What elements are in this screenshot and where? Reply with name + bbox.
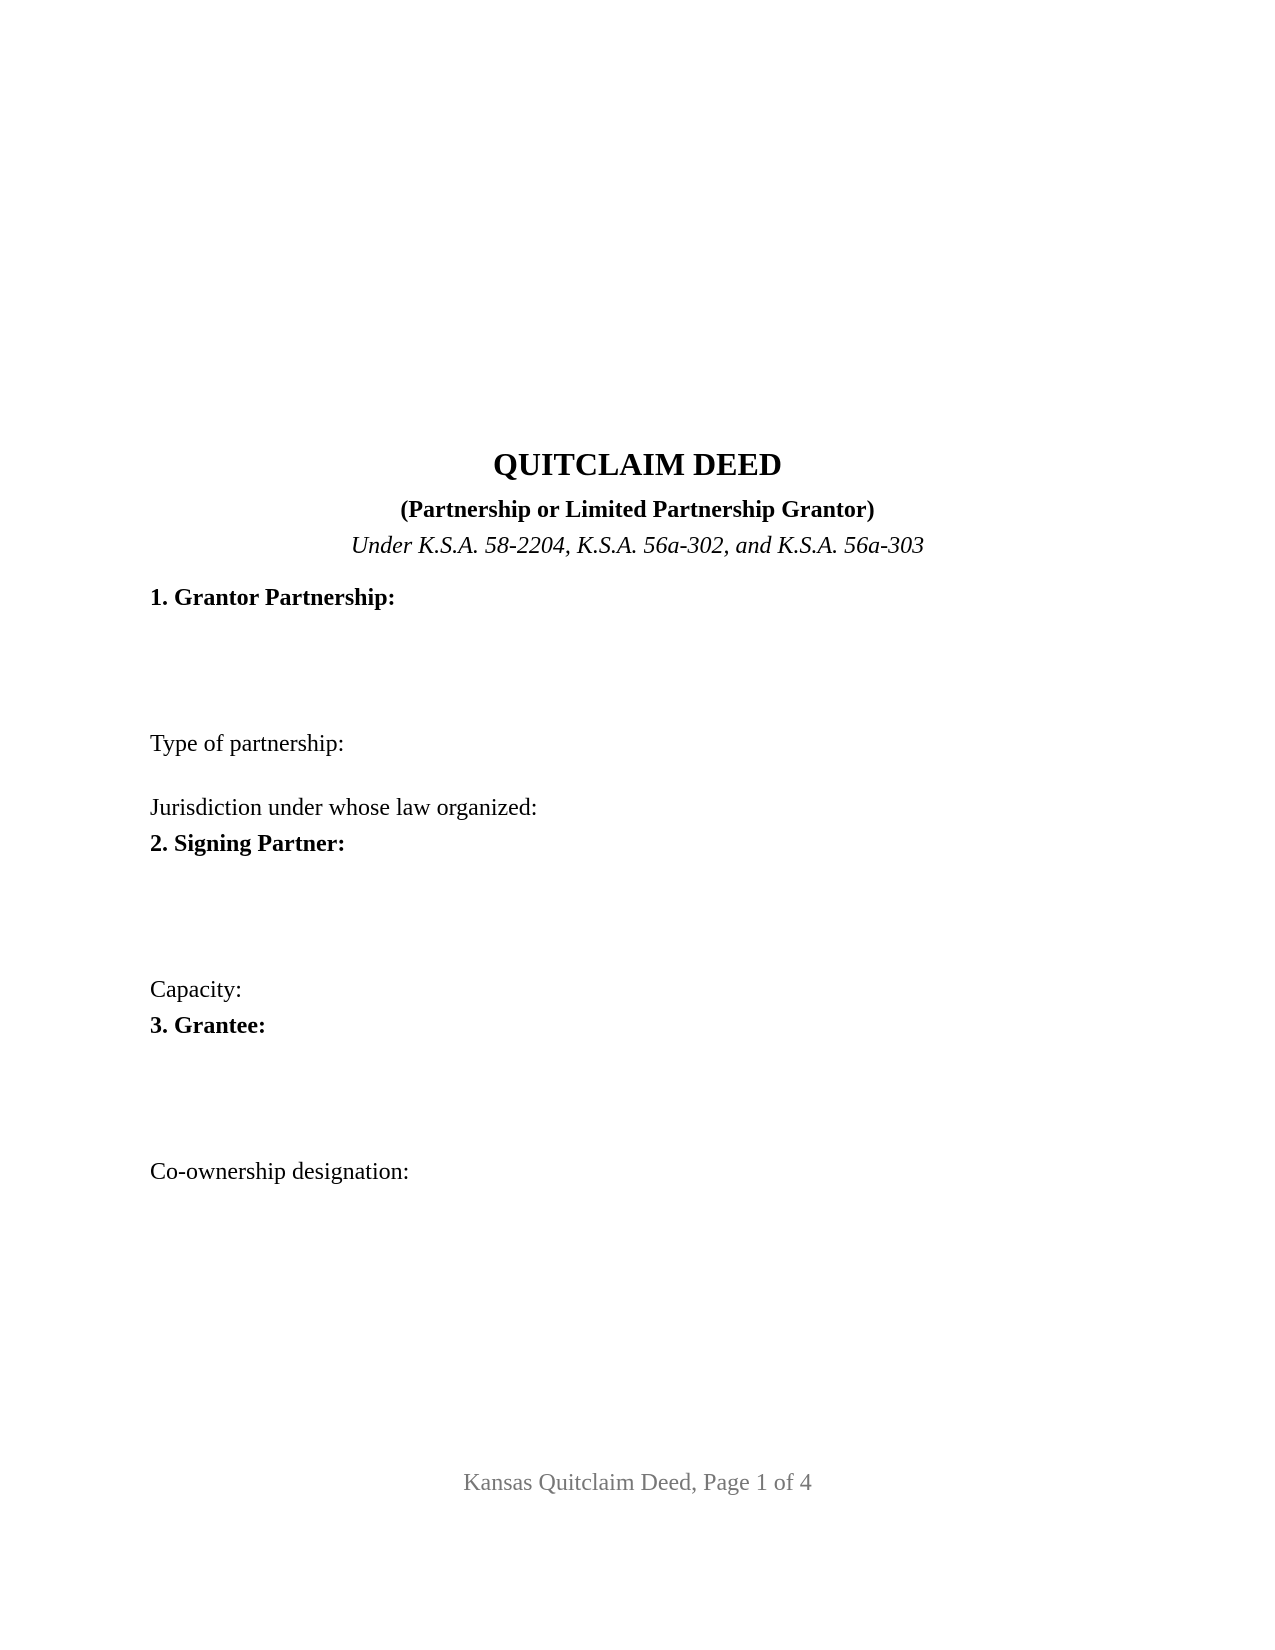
page-footer: Kansas Quitclaim Deed, Page 1 of 4 <box>463 1470 812 1496</box>
capacity-label: Capacity: <box>150 977 242 1003</box>
jurisdiction-label: Jurisdiction under whose law organized: <box>150 795 538 821</box>
signing-partner-heading: 2. Signing Partner: <box>150 831 346 857</box>
partnership-type-label: Type of partnership: <box>150 731 345 757</box>
grantee-heading: 3. Grantee: <box>150 1013 266 1039</box>
document-title: QUITCLAIM DEED <box>493 446 782 482</box>
document-subtitle: (Partnership or Limited Partnership Grantor) <box>400 497 875 523</box>
statute-reference: Under K.S.A. 58-2204, K.S.A. 56a-302, and K.S.A. 56a-303 <box>350 533 925 559</box>
coownership-designation-label: Co-ownership designation: <box>150 1159 410 1185</box>
grantor-partnership-heading: 1. Grantor Partnership: <box>150 585 396 611</box>
